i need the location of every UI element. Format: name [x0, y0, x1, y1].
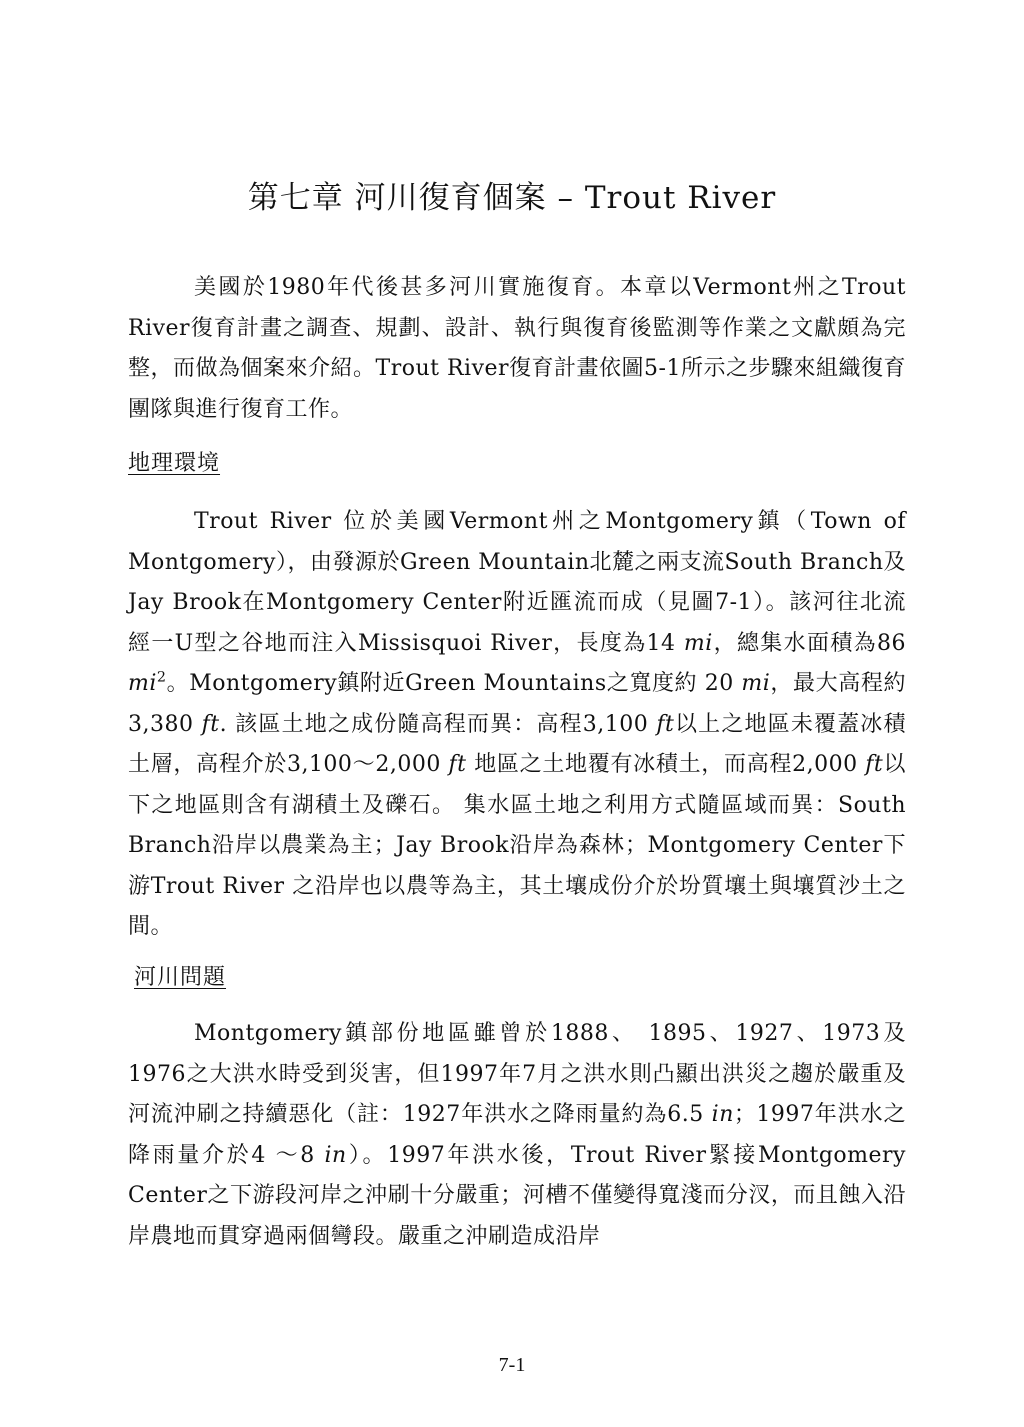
geography-paragraph: [128, 502, 906, 948]
superscript-2: 2: [156, 669, 167, 686]
unit-mi: mi: [683, 630, 713, 656]
text-fragment: 地區之土地覆有冰積土，而高程2,000: [466, 752, 866, 777]
page-number: 7-1: [498, 1354, 526, 1376]
problems-heading-block: [128, 958, 906, 998]
problems-paragraph: [128, 1014, 906, 1257]
text-fragment: . 該區土地之成份隨高程而異：高程3,100: [219, 711, 657, 737]
text-fragment: 以上之地區未覆蓋冰積土層，高程介於3,100～2,000: [128, 711, 906, 777]
text-fragment: ）。1997年洪水後，Trout River緊接Montgomery Center之下游段河岸之沖刷十分嚴重；河槽不僅變得寬淺而分汊，而且蝕入沿岸農地而貫穿過兩個彎段。嚴重之沖刷造成沿岸: [128, 1142, 906, 1249]
unit-ft: ft: [201, 711, 220, 737]
chapter-title: 第七章 河川復育個案 – Trout River: [247, 180, 777, 216]
intro-paragraph: 美國於1980年代後甚多河川實施復育。本章以Vermont州之Trout River復育計畫之調查、規劃、設計、執行與復育後監測等作業之文獻頗為完整，而做為個案來介紹。Trout River復育計畫依圖5-1所示之步驟來組織復育團隊與進行復育工作。: [128, 275, 906, 422]
unit-ft: ft: [656, 711, 675, 737]
text-fragment: Trout River 位於美國Vermont州之Montgomery鎮（Town of Montgomery），由發源於Green Mountain北麓之兩支流South Branch及Jay Brook在Montgomery Center附近匯流而成（見圖7-1）。該河往北流經一U型之谷地而注入Missisquoi River，長度為14: [128, 509, 906, 656]
unit-ft: ft: [865, 752, 884, 777]
text-fragment: Montgomery鎮部份地區雖曾於1888、 1895、1927、1973及1976之大洪水時受到災害，但1997年7月之洪水則凸顯出洪災之趨於嚴重及河流沖刷之持續惡化（註：1927年洪水之降雨量約為6.5: [128, 1021, 906, 1127]
geography-heading-block: [128, 444, 906, 484]
text-fragment: ；1997年洪水之降雨量介於4 ～8: [128, 1102, 906, 1168]
section-heading-geography: 地理環境: [128, 451, 221, 476]
section-heading-river-problems: 河川問題: [134, 965, 227, 990]
unit-mi: mi: [128, 671, 157, 696]
text-fragment: ，最大高程約3,380: [128, 671, 906, 737]
unit-in: in: [324, 1142, 347, 1168]
text-fragment: 以下之地區則含有湖積土及礫石。 集水區土地之利用方式隨區域而異：South Branch沿岸以農業為主；Jay Brook沿岸為森林；Montgomery Center下游Trout River 之沿岸也以農等為主，其土壤成份介於坋質壤土與壤質沙土之間。: [128, 752, 906, 939]
problems-section: [128, 1014, 906, 1257]
text-fragment: 。Montgomery鎮附近Green Mountains之寬度約 20: [166, 671, 742, 696]
text-fragment: ，總集水面積為86: [712, 630, 906, 656]
unit-in: in: [711, 1102, 734, 1127]
geography-section: [128, 502, 906, 948]
unit-mi: mi: [741, 671, 771, 696]
unit-ft: ft: [448, 752, 467, 777]
intro-section: [128, 268, 906, 430]
